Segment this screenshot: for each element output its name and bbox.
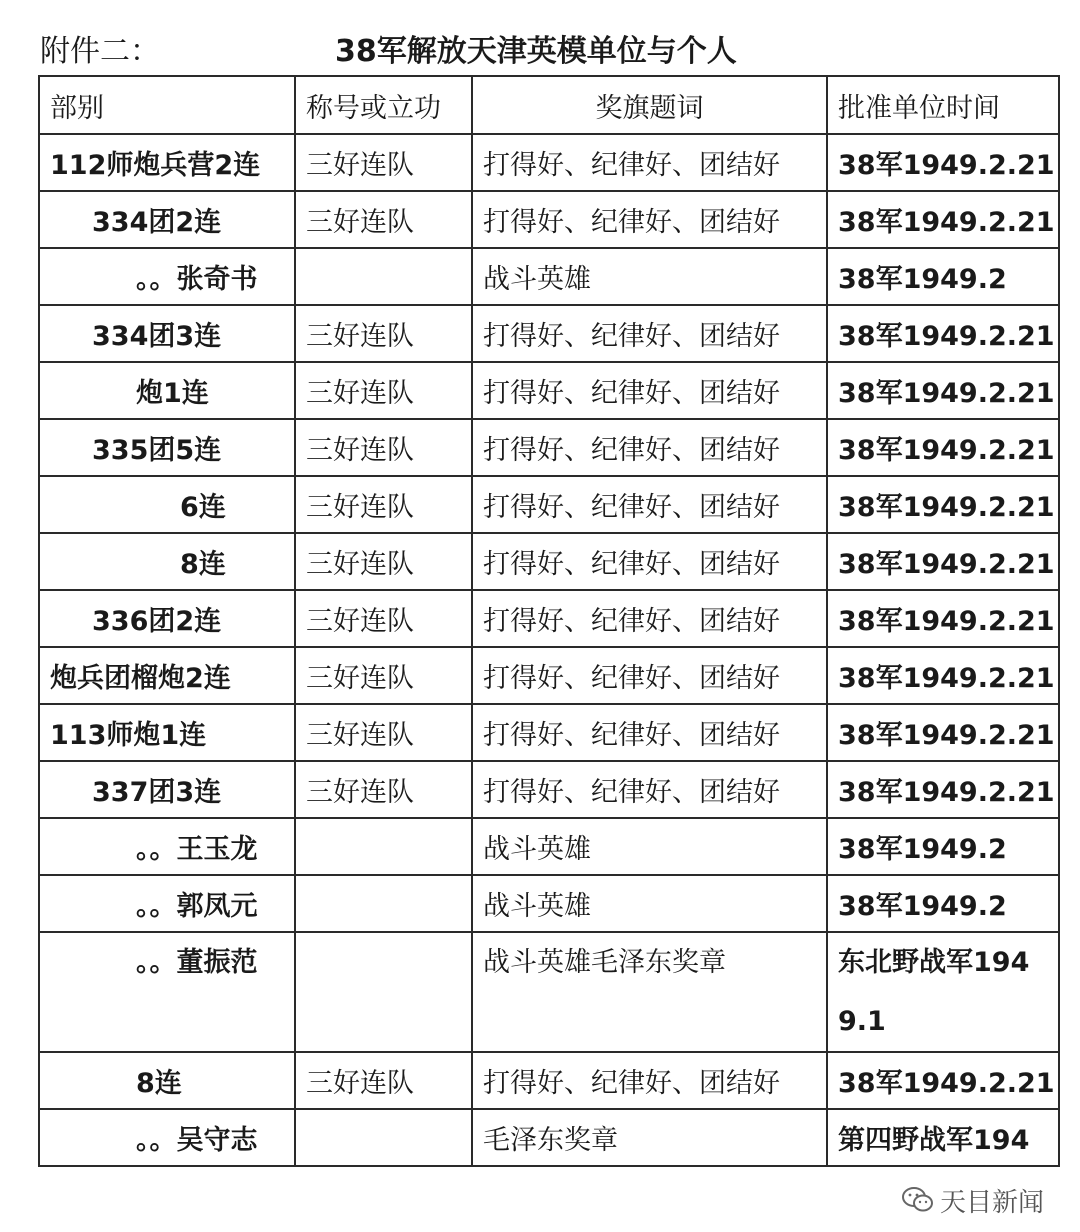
cell-unit: 113师炮1连 bbox=[39, 704, 295, 761]
cell-honor: 三好连队 bbox=[295, 191, 472, 248]
cell-honor: 三好连队 bbox=[295, 1052, 472, 1109]
table-row bbox=[39, 875, 1059, 932]
table-row bbox=[39, 932, 1059, 1052]
table-row bbox=[39, 419, 1059, 476]
cell-approval: 38军1949.2.21 bbox=[827, 191, 1059, 248]
cell-honor bbox=[295, 248, 472, 305]
cell-honor: 三好连队 bbox=[295, 134, 472, 191]
cell-honor: 三好连队 bbox=[295, 647, 472, 704]
cell-inscription: 打得好、纪律好、团结好 bbox=[472, 191, 827, 248]
document-header bbox=[0, 30, 1080, 74]
cell-unit: 炮1连 bbox=[39, 362, 295, 419]
cell-approval: 第四野战军194 bbox=[827, 1109, 1059, 1166]
table-row bbox=[39, 704, 1059, 761]
cell-approval: 38军1949.2.21 bbox=[827, 419, 1059, 476]
cell-inscription: 战斗英雄 bbox=[472, 875, 827, 932]
table-row bbox=[39, 1052, 1059, 1109]
table-row bbox=[39, 305, 1059, 362]
cell-inscription: 打得好、纪律好、团结好 bbox=[472, 305, 827, 362]
cell-unit: 8连 bbox=[39, 1052, 295, 1109]
cell-unit: 334团2连 bbox=[39, 191, 295, 248]
cell-approval: 38军1949.2.21 bbox=[827, 590, 1059, 647]
cell-honor: 三好连队 bbox=[295, 761, 472, 818]
document-title: 38军解放天津英模单位与个人 bbox=[335, 34, 737, 69]
cell-approval: 38军1949.2.21 bbox=[827, 305, 1059, 362]
cell-approval: 38军1949.2.21 bbox=[827, 533, 1059, 590]
table-row bbox=[39, 1109, 1059, 1166]
honors-table bbox=[38, 75, 1060, 1167]
cell-approval: 38军1949.2 bbox=[827, 818, 1059, 875]
column-header-inscription: 奖旗题词 bbox=[472, 76, 827, 134]
cell-inscription: 战斗英雄 bbox=[472, 818, 827, 875]
watermark-text: 天目新闻 bbox=[939, 1187, 1044, 1218]
cell-inscription: 战斗英雄 bbox=[472, 248, 827, 305]
wechat-icon bbox=[902, 1186, 934, 1214]
table-row bbox=[39, 818, 1059, 875]
cell-inscription: 打得好、纪律好、团结好 bbox=[472, 647, 827, 704]
cell-honor bbox=[295, 932, 472, 1052]
watermark bbox=[898, 1182, 1048, 1218]
cell-honor bbox=[295, 818, 472, 875]
table-row bbox=[39, 134, 1059, 191]
cell-unit: 。。王玉龙 bbox=[39, 818, 295, 875]
cell-approval: 38军1949.2 bbox=[827, 248, 1059, 305]
cell-inscription: 打得好、纪律好、团结好 bbox=[472, 476, 827, 533]
cell-honor: 三好连队 bbox=[295, 305, 472, 362]
cell-inscription: 打得好、纪律好、团结好 bbox=[472, 134, 827, 191]
cell-inscription: 打得好、纪律好、团结好 bbox=[472, 1052, 827, 1109]
cell-approval: 38军1949.2.21 bbox=[827, 761, 1059, 818]
cell-approval: 38军1949.2.21 bbox=[827, 362, 1059, 419]
table-row bbox=[39, 647, 1059, 704]
cell-unit: 。。吴守志 bbox=[39, 1109, 295, 1166]
cell-inscription: 战斗英雄毛泽东奖章 bbox=[472, 932, 827, 1052]
table-body bbox=[39, 134, 1059, 1166]
cell-inscription: 打得好、纪律好、团结好 bbox=[472, 761, 827, 818]
cell-unit: 334团3连 bbox=[39, 305, 295, 362]
table-row bbox=[39, 533, 1059, 590]
cell-honor: 三好连队 bbox=[295, 590, 472, 647]
cell-approval: 38军1949.2.21 bbox=[827, 1052, 1059, 1109]
column-header-honor: 称号或立功 bbox=[295, 76, 472, 134]
cell-unit: 。。董振范 bbox=[39, 932, 295, 1052]
cell-approval: 38军1949.2.21 bbox=[827, 476, 1059, 533]
cell-inscription: 毛泽东奖章 bbox=[472, 1109, 827, 1166]
cell-honor: 三好连队 bbox=[295, 419, 472, 476]
cell-inscription: 打得好、纪律好、团结好 bbox=[472, 362, 827, 419]
cell-honor: 三好连队 bbox=[295, 362, 472, 419]
cell-unit: 337团3连 bbox=[39, 761, 295, 818]
cell-unit: 。。郭凤元 bbox=[39, 875, 295, 932]
cell-unit: 6连 bbox=[39, 476, 295, 533]
column-header-unit: 部别 bbox=[39, 76, 295, 134]
cell-inscription: 打得好、纪律好、团结好 bbox=[472, 533, 827, 590]
table-header-row bbox=[39, 76, 1059, 134]
attachment-label: 附件二： bbox=[40, 34, 160, 69]
cell-honor bbox=[295, 875, 472, 932]
cell-unit: 335团5连 bbox=[39, 419, 295, 476]
table-row bbox=[39, 476, 1059, 533]
cell-unit: 。。张奇书 bbox=[39, 248, 295, 305]
cell-unit: 炮兵团榴炮2连 bbox=[39, 647, 295, 704]
table-row bbox=[39, 590, 1059, 647]
cell-approval: 东北野战军1949.1 bbox=[827, 932, 1059, 1052]
cell-approval: 38军1949.2 bbox=[827, 875, 1059, 932]
table-row bbox=[39, 362, 1059, 419]
cell-inscription: 打得好、纪律好、团结好 bbox=[472, 419, 827, 476]
cell-honor: 三好连队 bbox=[295, 476, 472, 533]
cell-unit: 8连 bbox=[39, 533, 295, 590]
cell-honor: 三好连队 bbox=[295, 704, 472, 761]
cell-inscription: 打得好、纪律好、团结好 bbox=[472, 590, 827, 647]
cell-unit: 112师炮兵营2连 bbox=[39, 134, 295, 191]
cell-inscription: 打得好、纪律好、团结好 bbox=[472, 704, 827, 761]
cell-honor: 三好连队 bbox=[295, 533, 472, 590]
cell-approval: 38军1949.2.21 bbox=[827, 647, 1059, 704]
cell-honor bbox=[295, 1109, 472, 1166]
column-header-approval: 批准单位时间 bbox=[827, 76, 1059, 134]
cell-unit: 336团2连 bbox=[39, 590, 295, 647]
table-row bbox=[39, 248, 1059, 305]
table-row bbox=[39, 761, 1059, 818]
cell-approval: 38军1949.2.21 bbox=[827, 704, 1059, 761]
table-row bbox=[39, 191, 1059, 248]
cell-approval: 38军1949.2.21 bbox=[827, 134, 1059, 191]
